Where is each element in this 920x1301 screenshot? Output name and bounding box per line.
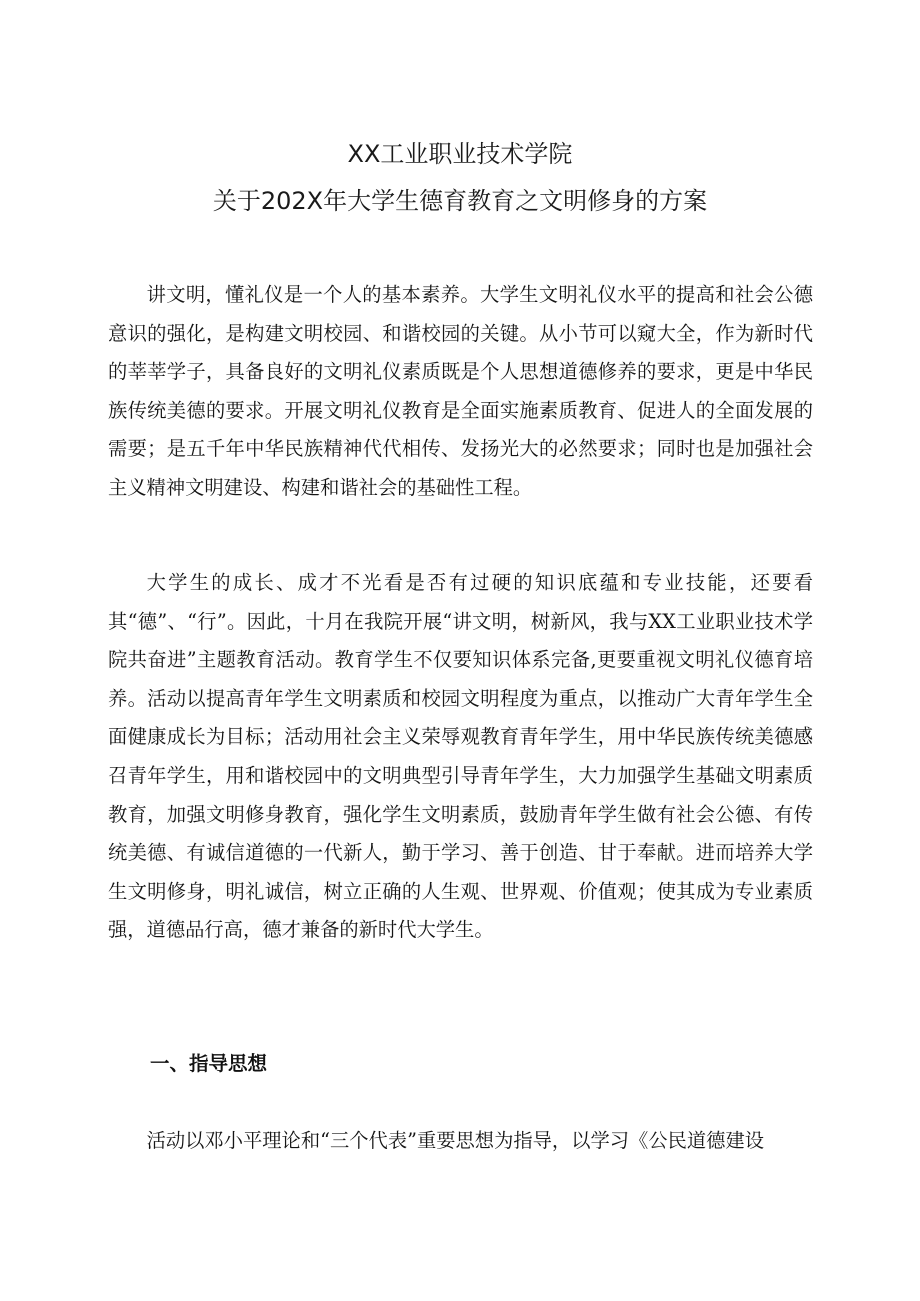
document-title-institution: XX工业职业技术学院: [347, 140, 573, 168]
paragraph-text: 活动以邓小平理论和“三个代表”重要思想为指导，以学习《公民道德建设: [146, 1129, 765, 1152]
paragraph-text: 大学生的成长、成才不光看是否有过硬的知识底蕴和专业技能，还要看其“德”、“行”。因此，十月在我院开展“讲文明，树新风，我与XX工业职业技术学院共奋进”主题教育活动。教育学生不仅要知识体系完备,更要重视文明礼仪德育培养。活动以提高青年学生文明素质和校园文明程度为重点，以推动广大青年学生全面健康成长为目标；活动用社会主义荣辱观教育青年学生，用中华民族传统美德感召青年学生，用和谐校园中的文明典型引导青年学生，大力加强学生基础文明素质教育，加强文明修身教育，强化学生文明素质，鼓励青年学生做有社会公德、有传统美德、有诚信道德的一代新人，勤于学习、善于创造、甘于奉献。进而培养大学生文明修身，明礼诚信，树立正确的人生观、世界观、价值观；使其成为专业素质强，道德品行高，德才兼备的新时代大学生。: [108, 571, 813, 942]
paragraph-growth: [108, 564, 813, 950]
paragraph-text: 讲文明，懂礼仪是一个人的基本素养。大学生文明礼仪水平的提高和社会公德意识的强化，是构建文明校园、和谐校园的关键。从小节可以窥大全，作为新时代的莘莘学子，具备良好的文明礼仪素质既是个人思想道德修养的要求，更是中华民族传统美德的要求。开展文明礼仪教育是全面实施素质教育、促进人的全面发展的需要；是五千年中华民族精神代代相传、发扬光大的必然要求；同时也是加强社会主义精神文明建设、构建和谐社会的基础性工程。: [108, 283, 813, 499]
paragraph-guiding-ideology: [108, 1122, 813, 1161]
paragraph-intro: [108, 276, 813, 508]
document-title-plan: 关于202X年大学生德育教育之文明修身的方案: [212, 187, 708, 215]
section-heading-guiding-ideology: 一、指导思想: [150, 1052, 268, 1075]
